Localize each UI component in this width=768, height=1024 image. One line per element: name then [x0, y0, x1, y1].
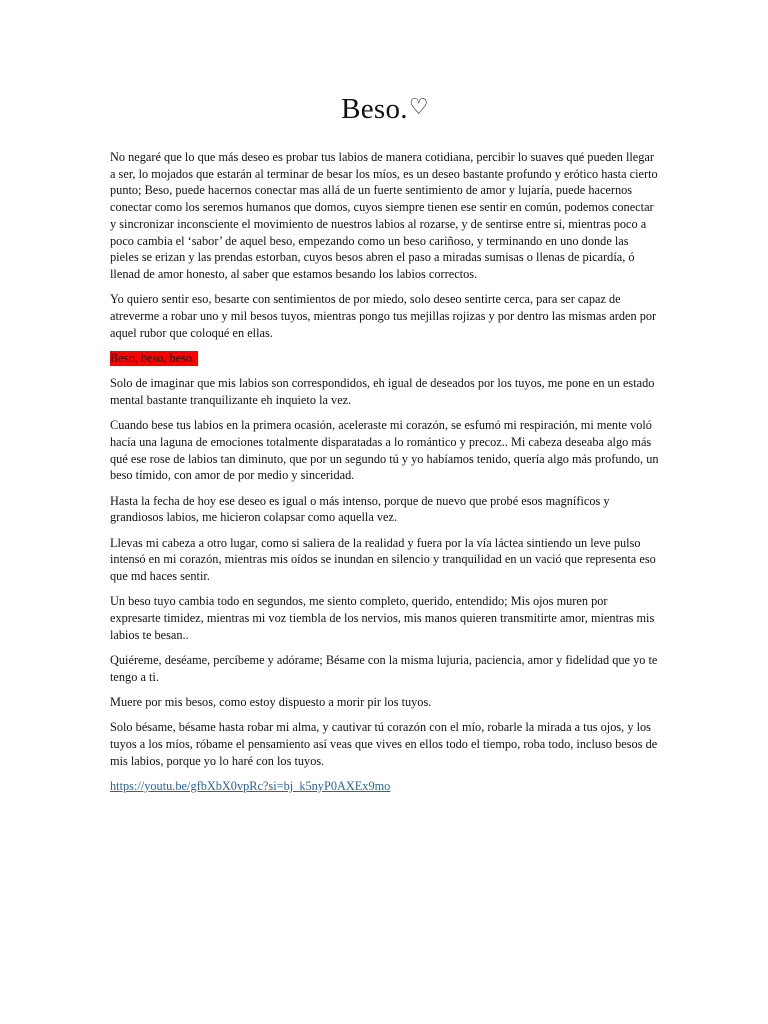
paragraph-7: Un beso tuyo cambia todo en segundos, me siento completo, querido, entendido; Mis ojos muren por expresarte timidez, mientras mi voz tiembla de los nervios, mis manos quieren transmitirte amor, mientras mis labios te besan.. [110, 594, 655, 642]
paragraph-9: Muere por mis besos, como estoy dispuesto a morir pir los tuyos. [110, 695, 432, 710]
paragraph-4: Cuando bese tus labios en la primera ocasión, aceleraste mi corazón, se esfumó mi respiración, mi mente voló hacía una laguna de emociones totalmente disparatadas a lo romántico y precoz.. Mi cabeza deseaba algo más qué ese rose de labios tan diminuto, que por un segundo tú y yo habíamos tenido, quería algo más profundo, un beso tímido, con amor de por medio y sinceridad. [110, 418, 659, 483]
paragraph-3: Solo de imaginar que mis labios son correspondidos, eh igual de deseados por los tuyos, me pone en un estado mental bastante tranquilizante eh inquieto la vez. [110, 376, 655, 407]
document-page [110, 88, 660, 803]
paragraph-5: Hasta la fecha de hoy ese deseo es igual o más intenso, porque de nuevo que probé esos magníficos y grandiosos labios, me hicieron colapsar como aquella vez. [110, 493, 610, 525]
title-text: Beso. [341, 93, 408, 125]
youtube-link[interactable]: https://youtu.be/gfbXbX0vpRc?si=bj_k5nyP0AXEx9mo [110, 779, 391, 794]
link-paragraph [110, 778, 660, 795]
paragraph-1: No negaré que lo que más deseo es probar tus labios de manera cotidiana, percibir lo suaves qué pueden llegar a ser, lo mojados que estarán al terminar de besar los míos, es un deseo bastante profundo y erótico hasta cierto punto; Beso, puede hacernos conectar mas allá de un fuerte sentimiento de amor y lujaría, puede hacernos conectar como los seremos humanos que domos, cuyos siempre tienen ese sentir en común, podemos conectar y sincronizar inconsciente el movimiento de nuestros labios al rozarse, y de sentirse entre si, mientras poco a poco cambia el ‘sabor’ de aquel beso, empezando como un beso cariñoso, y terminando en uno donde las pieles se erizan y las prendas estorban, cuyos besos abren el paso a miradas sumisas o llenas de picardía, ó llenad de amor honesto, al saber que estamos besando los labios correctos. [110, 150, 658, 281]
highlighted-text: Beso, beso, beso. [110, 351, 198, 366]
paragraph-8: Quiéreme, deséame, percíbeme y adórame; Bésame con la misma lujuria, paciencia, amor y fidelidad que yo te tengo a ti. [110, 653, 658, 684]
heart-icon: ♡ [408, 95, 429, 120]
paragraph-2: Yo quiero sentir eso, besarte con sentimientos de por miedo, solo deseo sentirte cerca, para ser capaz de atreverme a robar uno y mil besos tuyos, mientras pongo tus mejillas rojizas y por dentro las mismas arden por aquel rubor que coloqué en ellas. [110, 292, 657, 340]
highlighted-paragraph [110, 350, 660, 367]
document-title [110, 88, 660, 129]
paragraph-6: Llevas mi cabeza a otro lugar, como si saliera de la realidad y fuera por la vía láctea sintiendo un leve pulso intensó en mi corazón, mientras mis oídos se inundan en silencio y tranquilidad en un vació que representa eso que md haces sentir. [110, 535, 656, 584]
paragraph-10: Solo bésame, bésame hasta robar mi alma, y cautivar tú corazón con el mío, robarle la mirada a tus ojos, y los tuyos a los míos, róbame el pensamiento así veas que vives en ellos todo el tiempo, roba todo, incluso besos de mis labios, porque yo lo haré con los tuyos. [110, 720, 658, 768]
